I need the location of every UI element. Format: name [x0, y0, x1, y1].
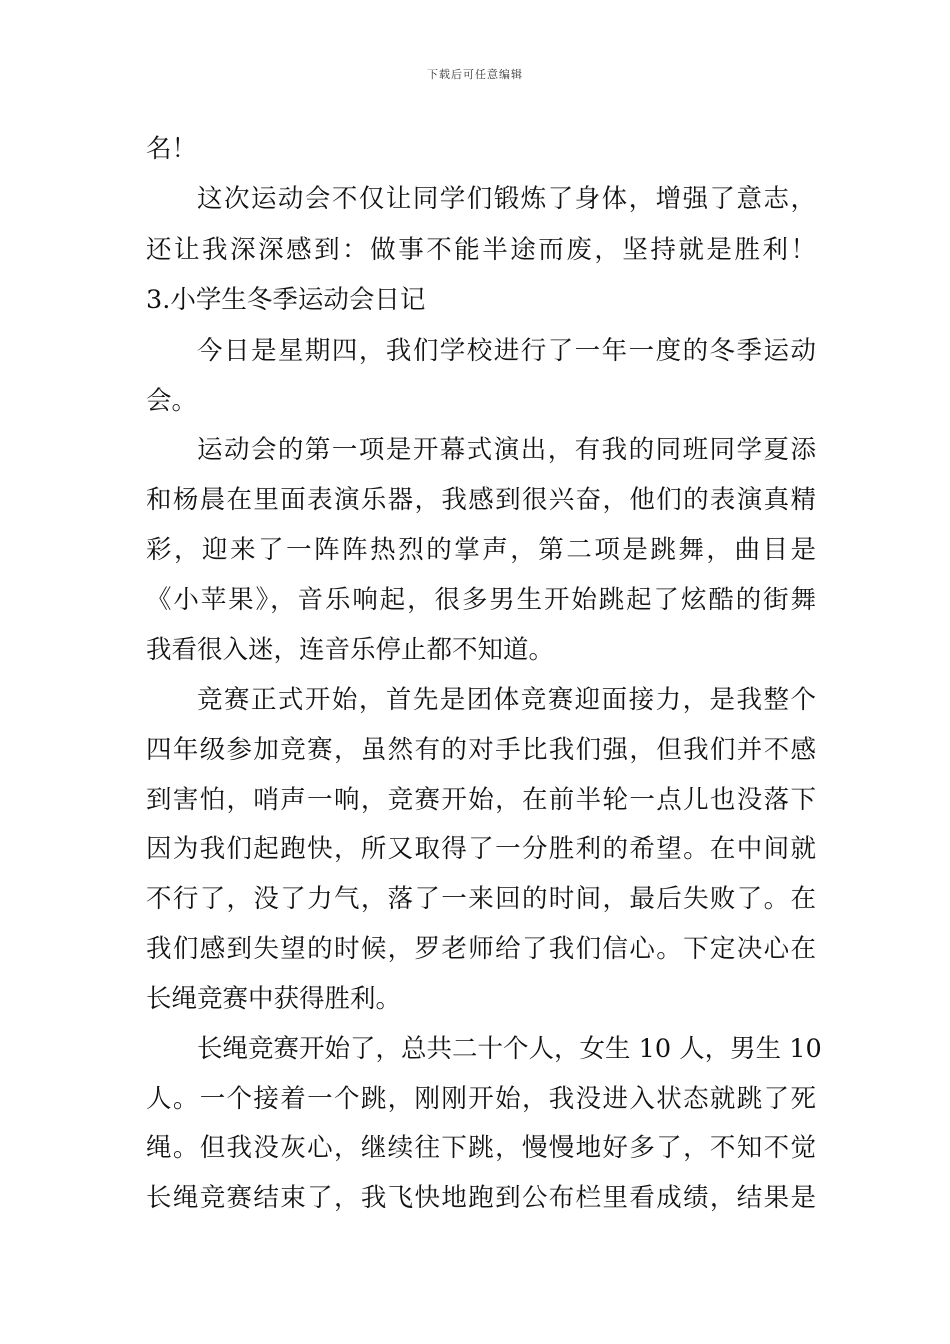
text-line: 不行了，没了力气，落了一来回的时间，最后失败了。在	[146, 884, 816, 914]
text-line: 还让我深深感到：做事不能半途而废，坚持就是胜利！	[146, 235, 816, 265]
text-line: 《小苹果》，音乐响起，很多男生开始跳起了炫酷的街舞	[146, 585, 816, 615]
text-line: 这次运动会不仅让同学们锻炼了身体，增强了意志，	[197, 184, 816, 214]
text-line: 会。	[146, 386, 198, 416]
text-line: 竞赛正式开始，首先是团体竞赛迎面接力，是我整个	[197, 685, 816, 715]
text-line: 长绳竞赛开始了，总共二十个人，女生 10 人，男生 10	[197, 1034, 822, 1064]
text-line: 到害怕，哨声一响，竞赛开始，在前半轮一点儿也没落下	[146, 785, 816, 815]
page-header: 下载后可任意编辑	[427, 68, 523, 81]
text-line: 和杨晨在里面表演乐器，我感到很兴奋，他们的表演真精	[146, 485, 816, 515]
text-line: 因为我们起跑快，所又取得了一分胜利的希望。在中间就	[146, 834, 816, 864]
text-line: 人。一个接着一个跳，刚刚开始，我没进入状态就跳了死	[146, 1084, 816, 1114]
text-line: 四年级参加竞赛，虽然有的对手比我们强，但我们并不感	[146, 735, 816, 765]
text-line: 我看很入迷，连音乐停止都不知道。	[146, 635, 555, 665]
text-line: 彩，迎来了一阵阵热烈的掌声，第二项是跳舞，曲目是	[146, 535, 816, 565]
text-line: 绳。但我没灰心，继续往下跳，慢慢地好多了，不知不觉	[146, 1133, 816, 1163]
section-heading: 3.小学生冬季运动会日记	[146, 285, 426, 315]
text-line: 今日是星期四，我们学校进行了一年一度的冬季运动	[197, 336, 816, 366]
text-line: 名！	[146, 134, 198, 164]
text-line: 我们感到失望的时候，罗老师给了我们信心。下定决心在	[146, 934, 816, 964]
text-line: 长绳竞赛结束了，我飞快地跑到公布栏里看成绩，结果是	[146, 1183, 816, 1213]
text-line: 长绳竞赛中获得胜利。	[146, 984, 402, 1014]
text-line: 运动会的第一项是开幕式演出，有我的同班同学夏添	[197, 435, 816, 465]
